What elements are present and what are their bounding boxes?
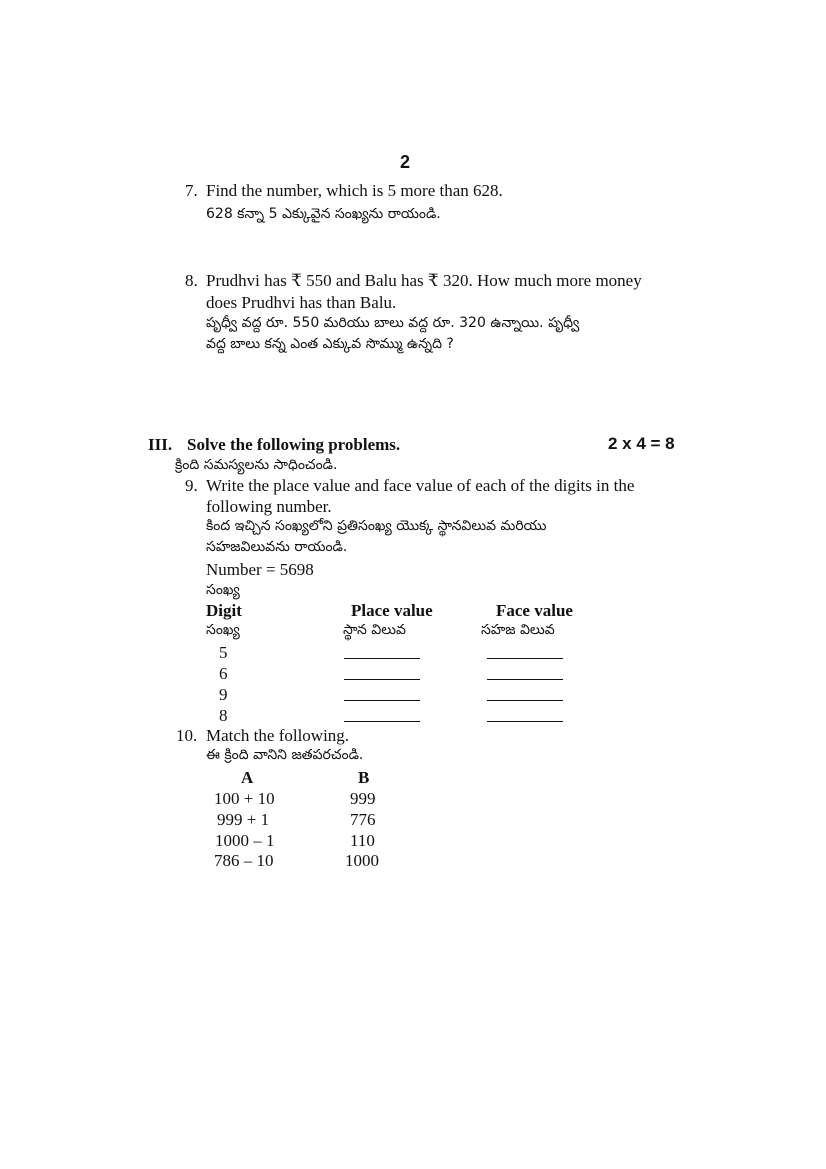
question-8-telugu-line1: పృధ్వీ వద్ద రూ. 550 మరియు బాలు వద్ద రూ. 320 ఉన్నాయి. పృధ్వీ <box>206 315 580 331</box>
header-digit: Digit <box>206 601 242 620</box>
match-b-item: 776 <box>350 810 376 829</box>
header-digit-telugu: సంఖ్య <box>206 622 240 638</box>
number-label-telugu: సంఖ్య <box>206 582 240 598</box>
face-value-blank <box>487 721 563 722</box>
question-9-telugu-line1: కింద ఇచ్చిన సంఖ్యలోని ప్రతిసంఖ్య యొక్క స్థానవిలువ మరియు <box>206 518 547 534</box>
column-b-header: B <box>358 768 370 787</box>
header-face-value-telugu: సహజ విలువ <box>481 622 555 638</box>
face-value-blank <box>487 700 563 701</box>
match-a-item: 786 – 10 <box>214 851 274 870</box>
match-a-item: 100 + 10 <box>214 789 275 808</box>
header-place-value-telugu: స్థాన విలువ <box>343 622 406 638</box>
question-7-number: 7. <box>185 181 198 200</box>
question-10-number: 10. <box>176 726 198 745</box>
match-a-item: 999 + 1 <box>217 810 270 829</box>
column-a-header: A <box>241 768 254 787</box>
digit-row-value: 8 <box>219 706 228 725</box>
header-face-value: Face value <box>496 601 573 620</box>
place-value-blank <box>344 679 420 680</box>
digit-row-value: 5 <box>219 643 228 662</box>
section-title-telugu: క్రింది సమస్యలను సాధించండి. <box>175 457 338 473</box>
match-b-item: 1000 <box>345 851 379 870</box>
section-roman-numeral: III. <box>148 435 173 454</box>
place-value-blank <box>344 658 420 659</box>
question-9-number: 9. <box>185 476 198 495</box>
page-number: 2 <box>400 152 411 172</box>
digit-row-value: 9 <box>219 685 228 704</box>
question-9-text-line1: Write the place value and face value of each of the digits in the <box>206 476 635 495</box>
match-a-item: 1000 – 1 <box>215 831 275 850</box>
question-9-telugu-line2: సహజవిలువను రాయండి. <box>206 539 348 555</box>
question-8-telugu-line2: వద్ద బాలు కన్న ఎంత ఎక్కువ సొమ్ము ఉన్నది ? <box>206 336 454 352</box>
face-value-blank <box>487 658 563 659</box>
place-value-blank <box>344 700 420 701</box>
face-value-blank <box>487 679 563 680</box>
digit-row-value: 6 <box>219 664 228 683</box>
match-b-item: 999 <box>350 789 376 808</box>
question-8-text-line1: Prudhvi has ₹ 550 and Balu has ₹ 320. How much more money <box>206 271 642 290</box>
question-9-text-line2: following number. <box>206 497 332 516</box>
question-10-telugu: ఈ క్రింది వానిని జతపరచండి. <box>206 747 364 763</box>
section-marks: 2 x 4 = 8 <box>608 434 675 453</box>
match-b-item: 110 <box>350 831 375 850</box>
section-title: Solve the following problems. <box>187 435 401 454</box>
number-label: Number = 5698 <box>206 560 314 579</box>
question-7-telugu: 628 కన్నా 5 ఎక్కువైన సంఖ్యను రాయండి. <box>206 206 441 222</box>
question-10-text: Match the following. <box>206 726 350 745</box>
question-8-text-line2: does Prudhvi has than Balu. <box>206 293 397 312</box>
question-7-text: Find the number, which is 5 more than 628. <box>206 181 503 200</box>
question-8-number: 8. <box>185 271 198 290</box>
place-value-blank <box>344 721 420 722</box>
header-place-value: Place value <box>351 601 433 620</box>
